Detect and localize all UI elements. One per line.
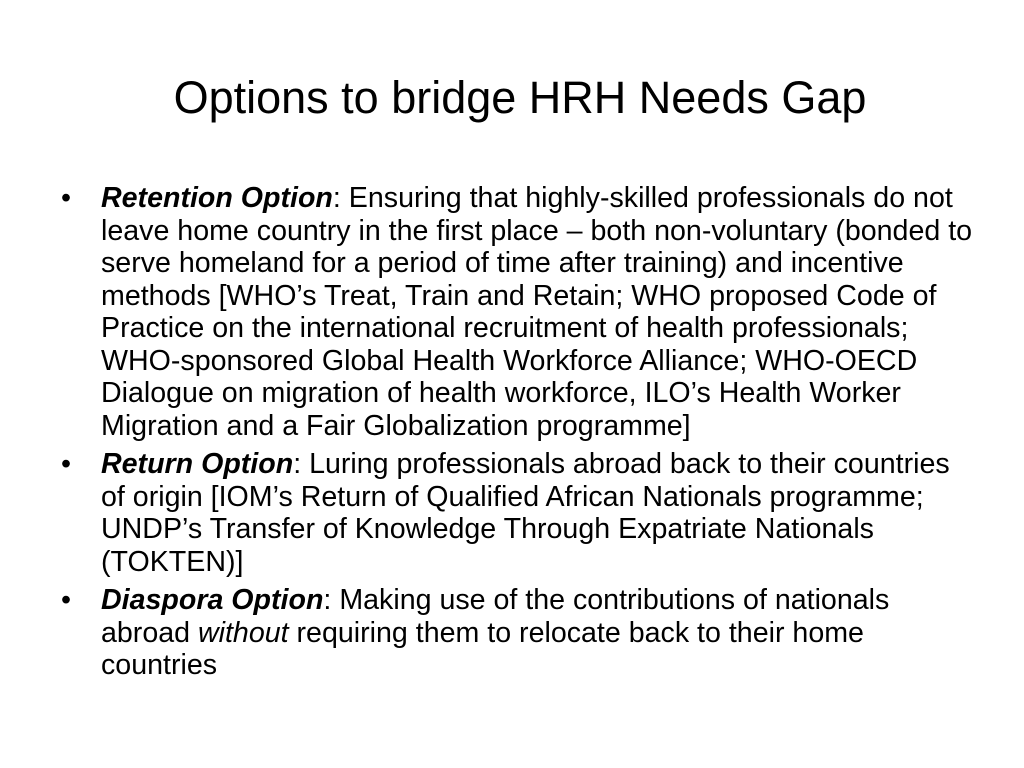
bullet-list bbox=[58, 182, 978, 688]
bullet-separator: : bbox=[293, 448, 302, 480]
bullet-icon: • bbox=[61, 584, 72, 616]
bullet-emphasis: without bbox=[197, 616, 289, 649]
bullet-text: requiring them to relocate back to their home countries bbox=[101, 616, 864, 681]
bullet-separator: : bbox=[323, 584, 332, 616]
bullet-text: Ensuring that highly-skilled professionals do not leave home country in the first place – both non-voluntary (bonded to serve homeland for a period of time after training) and incentive methods [WHO’s Treat, Train and Retain; WHO proposed Code of Practice on the international recruitment of health professionals; WHO-sponsored Global Health Workforce Alliance; WHO-OECD Dialogue on migration of health workforce, ILO’s Health Worker Migration and a Fair Globalization programme] bbox=[101, 182, 973, 442]
bullet-term: Diaspora Option bbox=[101, 584, 324, 616]
bullet-icon: • bbox=[61, 182, 72, 214]
bullet-text: Luring professionals abroad back to their countries of origin [IOM’s Return of Qualified African Nationals programme; UNDP’s Transfer of Knowledge Through Expatriate Nationals (TOKTEN)] bbox=[101, 448, 950, 578]
bullet-diaspora-option bbox=[58, 584, 978, 682]
bullet-retention-option bbox=[58, 182, 978, 442]
bullet-term: Return Option bbox=[101, 448, 294, 480]
bullet-text: Making use of the contributions of nationals abroad bbox=[101, 584, 890, 649]
slide-title: Options to bridge HRH Needs Gap bbox=[173, 72, 867, 123]
bullet-term: Retention Option bbox=[101, 182, 333, 214]
bullet-separator: : bbox=[332, 182, 341, 214]
bullet-return-option bbox=[58, 448, 978, 578]
bullet-icon: • bbox=[61, 448, 72, 480]
